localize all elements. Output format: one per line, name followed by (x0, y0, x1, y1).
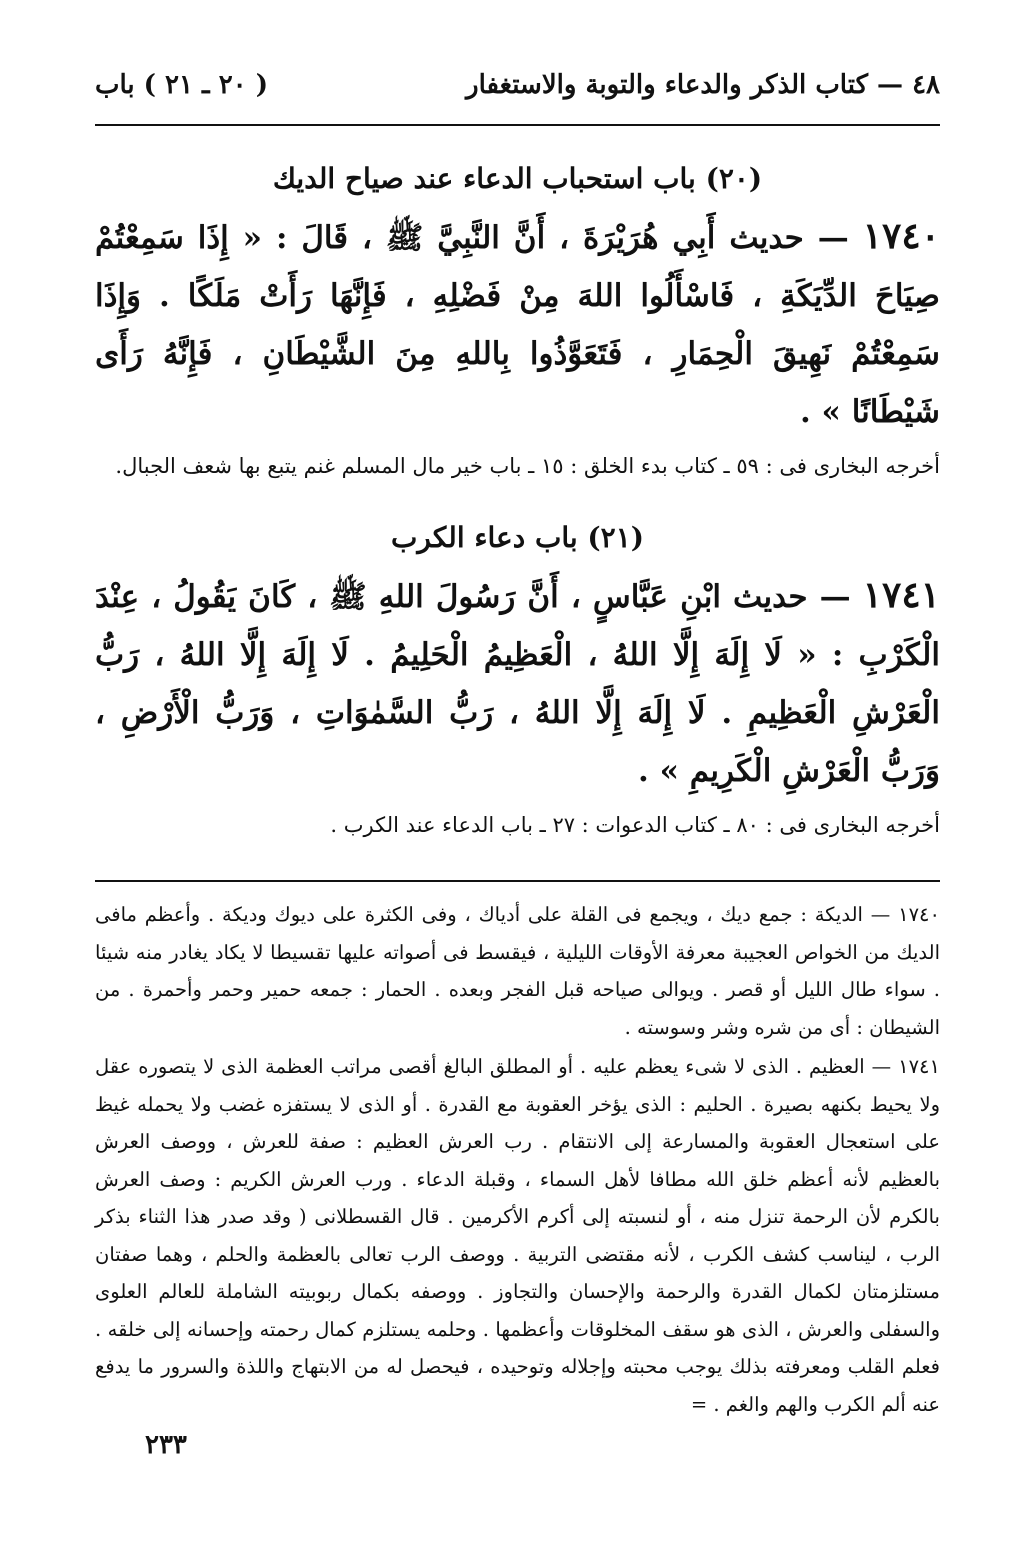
section-title: (٢١) باب دعاء الكرب (391, 521, 644, 554)
hadith-number: ١٧٤٠ (862, 215, 941, 257)
section-21 (95, 521, 940, 842)
hadith-1740 (95, 207, 940, 441)
section-title: (٢٠) باب استحباب الدعاء عند صياح الديك (272, 162, 763, 195)
hadith-source: أخرجه البخارى فى : ٨٠ ـ كتاب الدعوات : ٢٧ ـ باب الدعاء عند الكرب . (330, 813, 940, 837)
book-page (95, 70, 940, 1425)
hadith-text: — حديث أَبِي هُرَيْرَةَ ، أَنَّ النَّبِيَّ ﷺ ، قَالَ : « إِذَا سَمِعْتُمْ صِيَاحَ الدِّيَكَةِ ، فَاسْأَلُوا اللهَ مِنْ فَضْلِهِ ، فَإِنَّهَا رَأَتْ مَلَكًا . وَإِذَا سَمِعْتُمْ نَهِيقَ الْحِمَارِ ، فَتَعَوَّذُوا بِاللهِ مِنَ الشَّيْطَانِ ، فَإِنَّهُ رَأَى شَيْطَانًا » . (95, 220, 940, 430)
hadith-number: ١٧٤١ (862, 574, 940, 616)
hadith-text: — حديث ابْنِ عَبَّاسٍ ، أَنَّ رَسُولَ اللهِ ﷺ ، كَانَ يَقُولُ ، عِنْدَ الْكَرْبِ : « لَا إِلَهَ إِلَّا اللهُ ، الْعَظِيمُ الْحَلِيمُ . لَا إِلَهَ إِلَّا اللهُ ، رَبُّ الْعَرْشِ الْعَظِيمِ . لَا إِلَهَ إِلَّا اللهُ ، رَبُّ السَّمٰوَاتِ ، وَرَبُّ الْأَرْضِ ، وَرَبُّ الْعَرْشِ الْكَرِيمِ » . (95, 579, 940, 789)
section-20 (95, 162, 940, 483)
running-title: ٤٨ — كتاب الذكر والدعاء والتوبة والاستغفار (466, 70, 940, 100)
hadith-source: أخرجه البخارى فى : ٥٩ ـ كتاب بدء الخلق : ١٥ ـ باب خير مال المسلم غنم يتبع بها شعف الجبال. (115, 454, 940, 478)
footnote-1741: ١٧٤١ — العظيم . الذى لا شىء يعظم عليه . أو المطلق البالغ أقصى مراتب العظمة الذى لا يتصوره عقل ولا يحيط بكنهه بصيرة . الحليم : الذى يؤخر العقوبة مع القدرة . أو الذى لا يستفزه غضب ولا يحمله غيظ على استعجال العقوبة والمسارعة إلى الانتقام . رب العرش العظيم : صفة للعرش ، ووصف العرش بالعظيم لأنه أعظم خلق الله مطافا لأهل السماء ، وقبلة الدعاء . ورب العرش الكريم : وصف العرش بالكرم لأن الرحمة تنزل منه ، أو لنسبته إلى أكرم الأكرمين . قال القسطلانى ( وقد صدر هذا الثناء بذكر الرب ، ليناسب كشف الكرب ، لأنه مقتضى التربية . ووصف الرب تعالى بالعظمة والحلم ، وهما صفتان مستلزمتان لكمال القدرة والرحمة والإحسان والتجاوز . ووصفه بكمال ربوبيته الشاملة للعالم العلوى والسفلى والعرش ، الذى هو سقف المخلوقات وأعظمها . وحلمه يستلزم كمال رحمته وإحسانه إلى خلقه . فعلم القلب ومعرفته بذلك يوجب محبته وإجلاله وتوحيده ، فيحصل له من الابتهاج واللذة والسرور ما يدفع عنه ألم الكرب والهم والغم . = (95, 1055, 940, 1416)
hadith-1741 (95, 566, 940, 800)
header-divider (95, 124, 940, 126)
chapter-reference: ( ٢٠ ـ ٢١ ) باب (95, 70, 269, 100)
footnote-1740: ١٧٤٠ — الديكة : جمع ديك ، ويجمع فى القلة على أدياك ، وفى الكثرة على ديوك وديكة . وأعظم مافى الديك من الخواص العجيبة معرفة الأوقات الليلية ، فيقسط فى أصواته عليها تقسيطا لا يكاد يغادر منه شيئا . سواء طال الليل أو قصر . ويوالى صياحه قبل الفجر وبعده . الحمار : جمعه حمير وحمر وأحمرة . من الشيطان : أى من شره وشر وسوسته . (95, 903, 940, 1039)
page-number: ٢٣٣ (145, 1430, 187, 1460)
running-header (95, 70, 940, 122)
footnotes (95, 896, 940, 1423)
footnote-divider (95, 880, 940, 882)
